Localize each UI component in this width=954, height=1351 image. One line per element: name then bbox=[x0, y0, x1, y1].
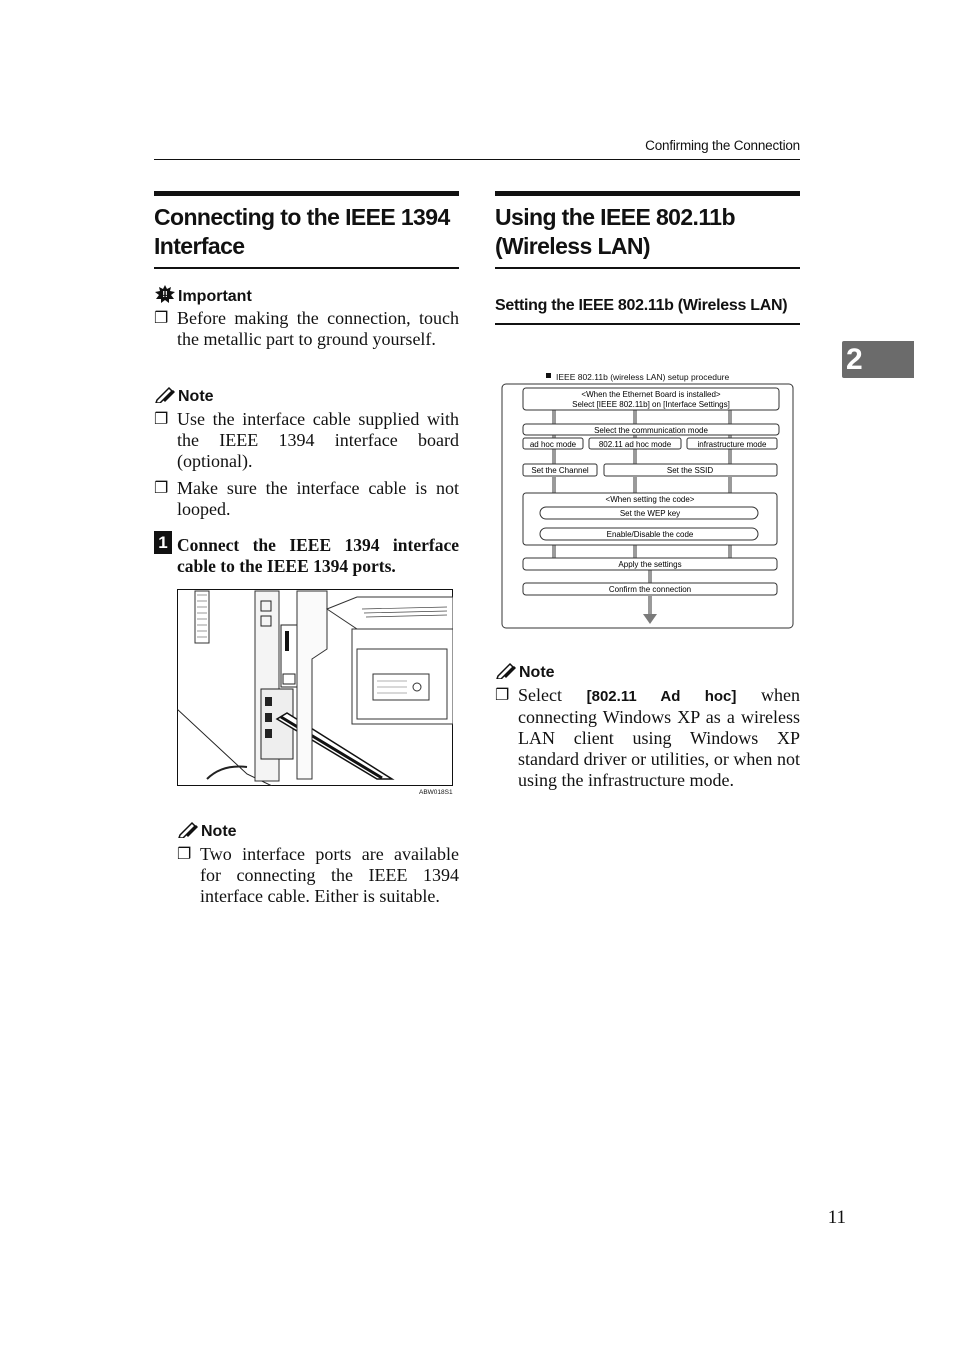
note-heading bbox=[154, 385, 214, 408]
important-label: Important bbox=[178, 287, 252, 305]
checkbox-bullet-icon: ❐ bbox=[154, 480, 169, 497]
diagram-wep: Set the WEP key bbox=[619, 509, 681, 518]
diagram-ssid: Set the SSID bbox=[666, 466, 714, 475]
diagram-box-ethernet: <When the Ethernet Board is installed> bbox=[581, 390, 721, 399]
section-title-wireless-lan: Using the IEEE 802.11b (Wireless LAN) bbox=[495, 191, 800, 269]
diagram-channel: Set the Channel bbox=[531, 466, 589, 475]
note-label: Note bbox=[178, 387, 214, 405]
chapter-tab: 2 bbox=[842, 341, 914, 378]
list-item: ❐ Two interface ports are available for connecting the IEEE 1394 interface cable. Either is suitable. bbox=[177, 844, 459, 906]
list-item: ❐ Use the interface cable supplied with the IEEE 1394 interface board (optional). bbox=[154, 409, 459, 471]
diagram-confirm: Confirm the connection bbox=[608, 585, 692, 594]
note-label: Note bbox=[519, 663, 555, 681]
figure-code: ABW018S1 bbox=[419, 789, 453, 796]
note-suffix: when connecting Windows XP as a wireless LAN client using Windows XP standard driver or utilities, or when not using the infrastructure mode. bbox=[518, 685, 801, 790]
running-head: Confirming the Connection bbox=[645, 138, 800, 153]
diagram-title: IEEE 802.11b (wireless LAN) setup procedure bbox=[556, 372, 730, 382]
note-pencil-icon bbox=[177, 820, 199, 843]
step-number: 1 bbox=[154, 531, 172, 554]
list-item: ❐ Before making the connection, touch the metallic part to ground yourself. bbox=[154, 308, 459, 349]
important-icon bbox=[154, 284, 176, 309]
ieee1394-port-illustration bbox=[177, 589, 453, 786]
list-item bbox=[495, 685, 800, 791]
step-1 bbox=[154, 535, 459, 577]
note-pencil-icon bbox=[154, 385, 176, 408]
setup-procedure-diagram bbox=[500, 368, 796, 640]
page-number: 11 bbox=[827, 1207, 846, 1228]
important-heading bbox=[154, 284, 252, 309]
checkbox-bullet-icon: ❐ bbox=[495, 687, 510, 704]
checkbox-bullet-icon: ❐ bbox=[154, 411, 169, 428]
note-heading bbox=[495, 661, 555, 684]
diagram-comm-mode: Select the communication mode bbox=[594, 426, 708, 435]
note-label: Note bbox=[201, 822, 237, 840]
section-title-ieee1394: Connecting to the IEEE 1394 Interface bbox=[154, 191, 459, 269]
header-rule bbox=[154, 159, 800, 160]
checkbox-bullet-icon: ❐ bbox=[154, 310, 169, 327]
note-pencil-icon bbox=[495, 661, 517, 684]
note-prefix: Select bbox=[518, 685, 562, 705]
diagram-box-select: Select [IEEE 802.11b] on [Interface Settings] bbox=[572, 400, 730, 409]
svg-text:!!: !! bbox=[162, 290, 168, 299]
diagram-mode-80211: 802.11 ad hoc mode bbox=[598, 440, 672, 449]
step-text: Connect the IEEE 1394 interface cable to the IEEE 1394 ports. bbox=[177, 535, 459, 576]
note-heading bbox=[177, 820, 237, 843]
subsection-title: Setting the IEEE 802.11b (Wireless LAN) bbox=[495, 297, 800, 325]
checkbox-bullet-icon: ❐ bbox=[177, 846, 192, 863]
diagram-enable: Enable/Disable the code bbox=[606, 530, 694, 539]
diagram-code-head: <When setting the code> bbox=[605, 495, 695, 504]
diagram-mode-adhoc: ad hoc mode bbox=[529, 440, 577, 449]
diagram-mode-infra: infrastructure mode bbox=[697, 440, 767, 449]
list-item: ❐ Make sure the interface cable is not looped. bbox=[154, 478, 459, 519]
key-label-80211-adhoc: [802.11 Ad hoc] bbox=[586, 688, 737, 705]
diagram-apply: Apply the settings bbox=[618, 560, 682, 569]
